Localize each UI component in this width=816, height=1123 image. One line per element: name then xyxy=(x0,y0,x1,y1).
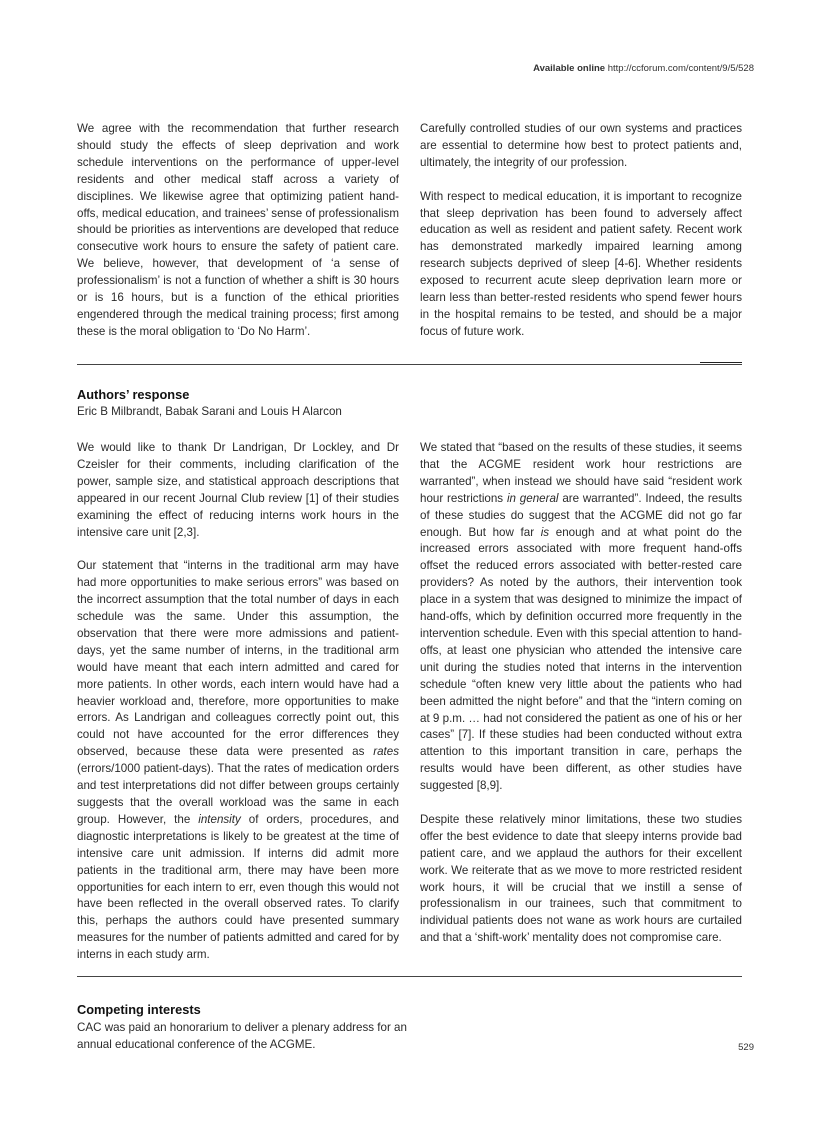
response-authors: Eric B Milbrandt, Babak Sarani and Louis H Alarcon xyxy=(77,405,342,418)
emphasis-in-general: in general xyxy=(506,491,559,505)
section-divider xyxy=(77,976,742,977)
end-of-letter-mark xyxy=(700,362,742,363)
letter-paragraph: With respect to medical education, it is important to recognize that sleep deprivation has been found to adversely affect education as well as resident and patient safety. Recent work has demonstrated markedly impaired learning among research subjects deprived of sleep [4-6]. Whether residents exposed to recurrent acute sleep deprivation learn more or learn less than better-rested residents who spend fewer hours in the hospital remains to be tested, and should be a major focus of future work. xyxy=(420,189,742,338)
page-number: 529 xyxy=(738,1042,754,1053)
section-divider xyxy=(77,364,742,365)
letter-right-column xyxy=(420,121,742,341)
response-right-column xyxy=(420,440,742,947)
response-paragraph: We would like to thank Dr Landrigan, Dr Lockley, and Dr Czeisler for their comments, including clarification of the power, sample size, and statistical approach descriptions that appeared in our recent Journal Club review [1] of their studies examining the effect of reducing interns work hours in the intensive care unit [2,3]. xyxy=(77,441,399,539)
running-header xyxy=(533,63,754,74)
letter-paragraph: We agree with the recommendation that further research should study the effects of sleep deprivation and work schedule interventions on the performance of upper-level residents and other medical staff across a variety of disciplines. We likewise agree that optimizing patient hand-offs, medical education, and trainees’ sense of professionalism should be priorities as interventions are developed that reduce consecutive work hours to ensure the safety of patient care. We believe, however, that development of ‘a sense of professionalism’ is not a function of whether a shift is 30 hours or is 16 hours, but is a function of the ethical priorities engendered through the medical training process; first among these is the moral obligation to ‘Do No Harm’. xyxy=(77,122,399,338)
competing-interests-heading: Competing interests xyxy=(77,1002,201,1017)
authors-response-heading: Authors’ response xyxy=(77,387,190,402)
response-paragraph: Our statement that “interns in the traditional arm may have had more opportunities to make serious errors” was based on the incorrect assumption that the total number of days in each schedule was the same. Under this assumption, the observation that there were more admissions and patient-days, yet the same number of interns, in the traditional arm would have meant that each intern admitted and cared for more patients. In other words, each intern would have had a heavier workload and, therefore, more opportunities to make errors. As Landrigan and colleagues correctly point out, this could not have accounted for the error differences they observed, because these data were presented as rates (errors/1000 patient-days). That the rates of medication orders and test interpretations did not differ between groups certainly suggests that the overall workload was the same in each group. However, the intensity of orders, procedures, and diagnostic interpretations is likely to be greatest at the time of intensive care unit admission. If interns did admit more patients in the traditional arm, there may have been more opportunities for each intern to err, even though this would not have been reflected in the overall observed rates. To clarify this, perhaps the authors could have presented summary measures for the number of patients admitted and cared for by interns in each study arm. xyxy=(77,559,399,962)
response-paragraph: Despite these relatively minor limitations, these two studies offer the best evidence to date that sleepy interns provide bad patient care, and we applaud the authors for their excellent work. We reiterate that as we move to more restricted resident work hours, it will be crucial that we instill a sense of professionalism in our trainees, such that commitment to individual patients does not wane as work hours are curtailed and that a ‘shift-work’ mentality does not compromise care. xyxy=(420,812,742,945)
journal-url[interactable]: http://ccforum.com/content/9/5/528 xyxy=(607,63,754,74)
letter-left-column xyxy=(77,121,399,341)
response-left-column xyxy=(77,440,399,964)
competing-interests-text: CAC was paid an honorarium to deliver a plenary address for an annual educational conference of the ACGME. xyxy=(77,1021,407,1051)
response-paragraph: We stated that “based on the results of these studies, it seems that the ACGME resident work hour restrictions are warranted”, when instead we should have said “resident work hour restrictions in general are warranted”. Indeed, the results of these studies do suggest that the ACGME did not go far enough. But how far is enough and at what point do the increased errors associated with more frequent hand-offs offset the reduced errors associated with better-rested care providers? As noted by the authors, their intervention took place in a system that was designed to minimize the impact of hand-offs, which by definition occurred more frequently in the intervention schedule. Even with this special attention to hand-offs, at least one physician who attended the intensive care unit during the studies noted that interns in the intervention schedule “often knew very little about the patients who had been admitted the night before” and that the “intern coming on at 9 p.m. … had not considered the patient as one of his or her cases” [7]. If these studies had been conducted without extra attention to this important transition in care, perhaps the results would have been different, as other studies have suggested [8,9]. xyxy=(420,441,743,793)
emphasis-is: is xyxy=(540,525,550,539)
emphasis-intensity: intensity xyxy=(198,812,241,826)
available-online-label: Available online xyxy=(533,63,606,74)
emphasis-rates: rates xyxy=(373,745,399,759)
letter-paragraph: Carefully controlled studies of our own systems and practices are essential to determine how best to protect patients and, ultimately, the integrity of our profession. xyxy=(420,122,742,169)
